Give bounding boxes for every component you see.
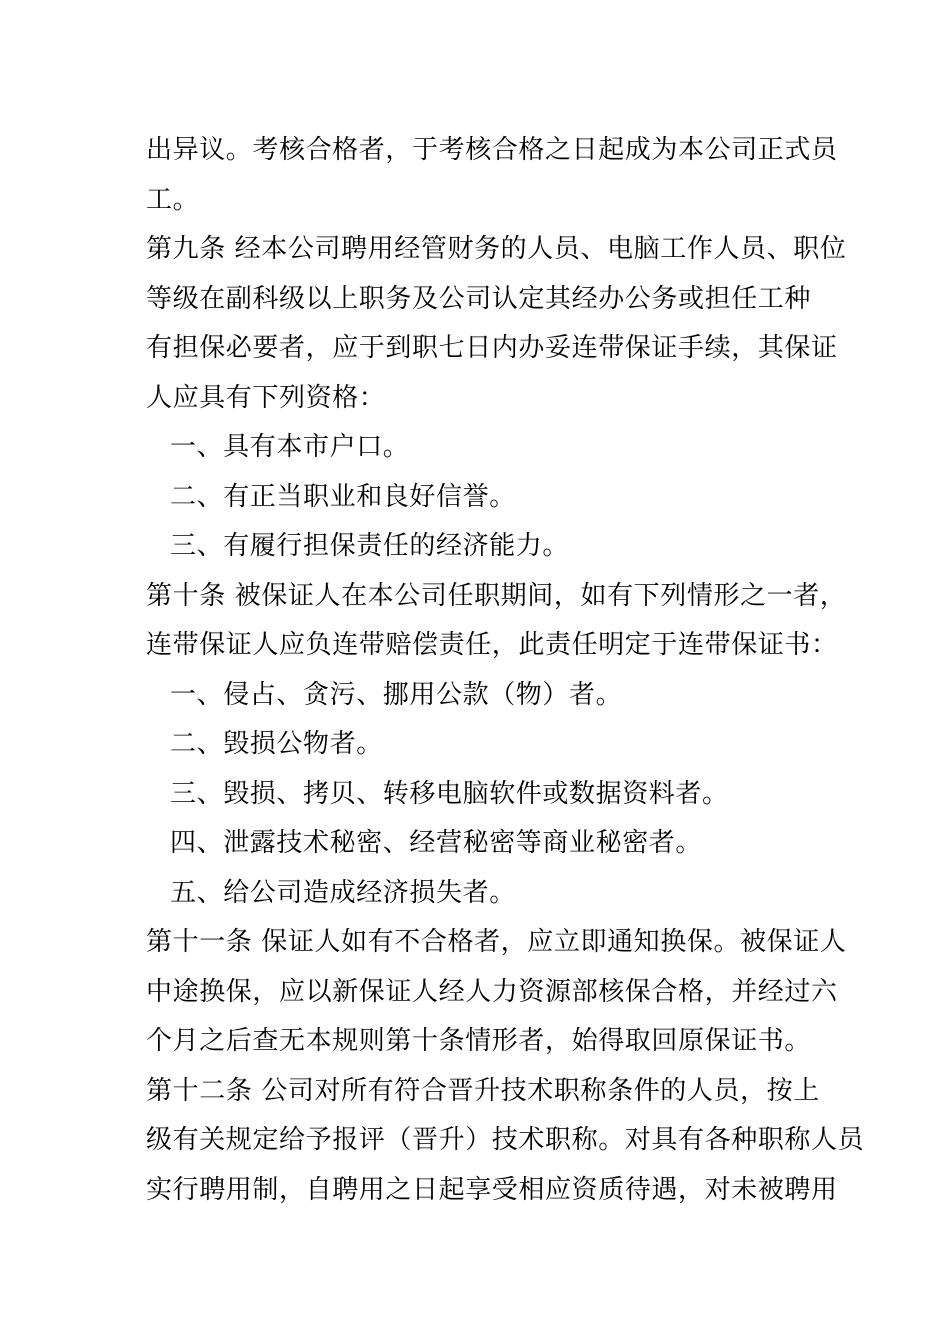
article-10-heading-line: 第十条 被保证人在本公司任职期间，如有下列情形之一者， — [146, 580, 847, 611]
article-11-heading-line: 第十一条 保证人如有不合格者，应立即通知换保。被保证人 — [146, 927, 847, 957]
article-9-heading-line: 第九条 经本公司聘用经管财务的人员、电脑工作人员、职位 — [146, 234, 847, 264]
text-line: 连带保证人应负连带赔偿责任，此责任明定于连带保证书： — [146, 630, 838, 660]
document-page — [146, 126, 865, 1215]
text-line: 级有关规定给予报评（晋升）技术职称。对具有各种职称人员 — [146, 1125, 865, 1155]
text-line: 中途换保，应以新保证人经人力资源部核保合格，并经过六 — [146, 976, 838, 1007]
list-item: 二、有正当职业和良好信誉。 — [170, 481, 516, 512]
text-line: 个月之后查无本规则第十条情形者，始得取回原保证书。 — [146, 1026, 812, 1056]
list-item: 五、给公司造成经济损失者。 — [170, 877, 516, 908]
text-line: 有担保必要者，应于到职七日内办妥连带保证手续，其保证 — [146, 333, 838, 363]
list-item: 三、毁损、拷贝、转移电脑软件或数据资料者。 — [170, 778, 729, 809]
text-line: 等级在副科级以上职务及公司认定其经办公务或担任工种 — [146, 283, 812, 314]
list-item: 四、泄露技术秘密、经营秘密等商业秘密者。 — [170, 828, 703, 858]
text-line: 实行聘用制，自聘用之日起享受相应资质待遇，对未被聘用 — [146, 1174, 838, 1205]
article-12-heading-line: 第十二条 公司对所有符合晋升技术职称条件的人员，按上 — [146, 1075, 820, 1106]
list-item: 二、毁损公物者。 — [170, 729, 383, 759]
list-item: 一、具有本市户口。 — [170, 432, 410, 462]
text-line: 出异议。考核合格者，于考核合格之日起成为本公司正式员 — [146, 135, 838, 165]
list-item: 一、侵占、贪污、挪用公款（物）者。 — [170, 679, 623, 710]
text-line: 人应具有下列资格： — [146, 382, 386, 413]
list-item: 三、有履行担保责任的经济能力。 — [170, 531, 570, 561]
text-line: 工。 — [146, 184, 200, 215]
